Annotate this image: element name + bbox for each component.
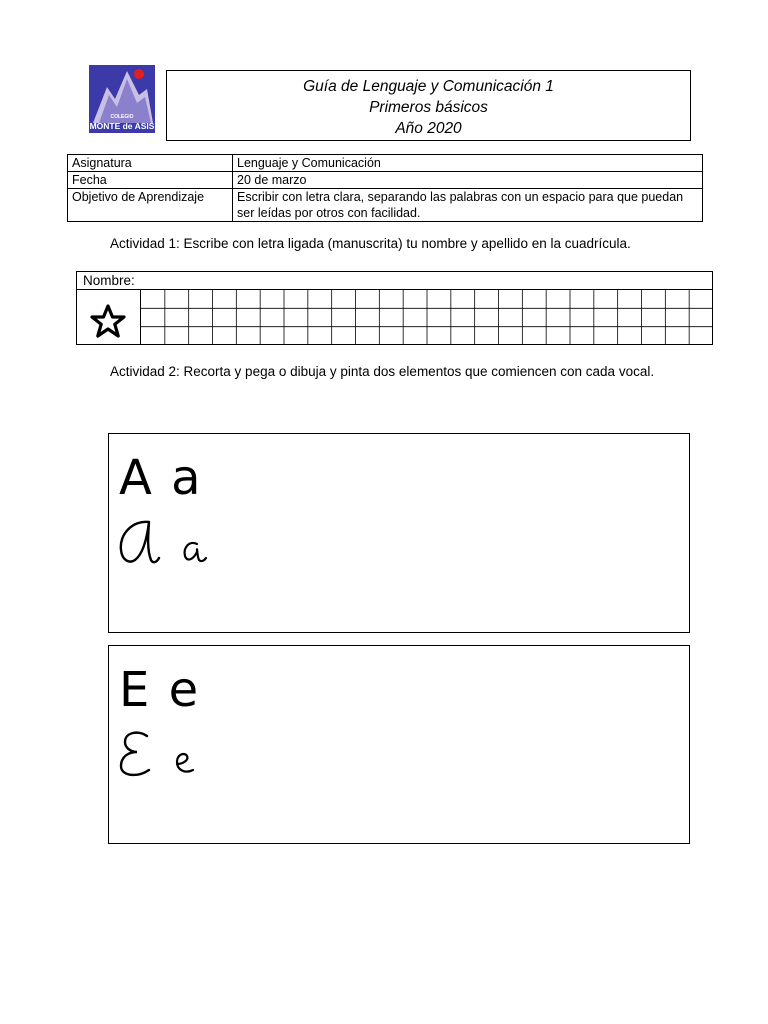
row-value-objetivo: Escribir con letra clara, separando las palabras con un espacio para que puedan ser leídas por otros con facilidad. <box>233 189 703 222</box>
vowel-a-cursive-text: A a <box>115 514 117 515</box>
vowel-e-box[interactable] <box>108 645 690 844</box>
header-line-3: Año 2020 <box>395 120 462 137</box>
star-cell <box>77 290 141 345</box>
row-label-asignatura: Asignatura <box>68 155 233 172</box>
school-logo <box>89 65 155 133</box>
table-row <box>68 189 703 222</box>
activity-1-instruction: Actividad 1: Escribe con letra ligada (manuscrita) tu nombre y apellido en la cuadrícula. <box>110 236 631 251</box>
activity-2-instruction: Actividad 2: Recorta y pega o dibuja y pinta dos elementos que comiencen con cada vocal. <box>110 364 655 379</box>
logo-text-top: COLEGIO <box>110 114 134 120</box>
logo-text-bottom: MONTE de ASIS <box>89 121 155 131</box>
name-label-row <box>77 272 712 290</box>
name-label: Nombre: <box>83 273 135 288</box>
handwriting-grid[interactable] <box>141 290 713 345</box>
vowel-e-cursive <box>115 726 235 786</box>
row-label-fecha: Fecha <box>68 172 233 189</box>
name-grid-box <box>76 271 713 345</box>
red-dot-icon <box>134 69 144 79</box>
header-line-2: Primeros básicos <box>369 99 488 116</box>
table-row <box>68 172 703 189</box>
star-icon <box>89 304 127 338</box>
row-label-objetivo: Objetivo de Aprendizaje <box>68 189 233 222</box>
vowel-a-print: A a <box>119 450 203 506</box>
row-value-fecha: 20 de marzo <box>233 172 703 189</box>
vowel-a-cursive <box>115 514 235 574</box>
row-value-asignatura: Lenguaje y Comunicación <box>233 155 703 172</box>
header-line-1: Guía de Lenguaje y Comunicación 1 <box>303 78 554 95</box>
vowel-e-cursive-text: E e <box>115 726 117 727</box>
vowel-a-box[interactable] <box>108 433 690 633</box>
header-title-box <box>166 70 691 141</box>
vowel-e-print: E e <box>119 662 201 718</box>
info-table <box>67 154 703 222</box>
table-row <box>68 155 703 172</box>
